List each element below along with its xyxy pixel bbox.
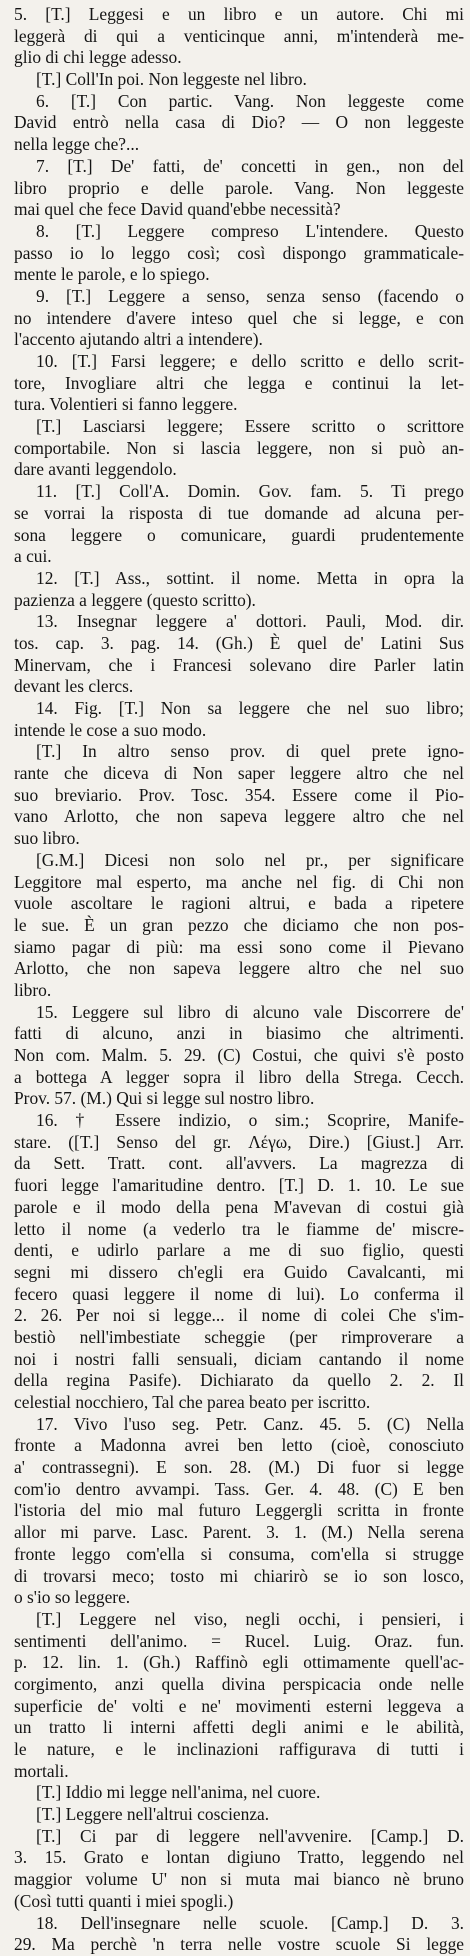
text-line: corgimento, anzi quella divina perspicacia onde nelle xyxy=(14,1673,464,1694)
text-line: 18. Dell'insegnare nelle scuole. [Camp.] D. 3. xyxy=(36,1912,464,1933)
text-line: com'io dentro avvampi. Tass. Ger. 4. 48. (C) E ben xyxy=(14,1478,464,1499)
text-line: glio di chi legge adesso. xyxy=(14,47,182,68)
text-line: 2. 26. Per noi si legge... il nome di colei Che s'im- xyxy=(14,1305,464,1326)
text-line: 29. Ma perchè 'n terra nelle vostre scuole Si legge xyxy=(14,1934,464,1955)
text-line: [T.] Leggere nell'altrui coscienza. xyxy=(36,1804,270,1825)
text-line: tos. cap. 3. pag. 14. (Gh.) È quel de' Latini Sus xyxy=(14,632,464,653)
text-line: Prov. 57. (M.) Qui si legge sul nostro libro. xyxy=(14,1088,315,1109)
text-line: sentimenti dell'animo. = Rucel. Luig. Oraz. fun. xyxy=(14,1630,464,1651)
text-line: 6. [T.] Con partic. Vang. Non leggeste come xyxy=(36,90,464,111)
text-line: segni mi dissero ch'egli era Guido Cavalcanti, mi xyxy=(14,1261,464,1282)
text-line: p. 12. lin. 1. (Gh.) Raffinò egli ottimamente quell'ac- xyxy=(14,1652,464,1673)
text-line: fatti di alcuno, anzi in biasimo che altrimenti. xyxy=(14,1023,464,1044)
text-line: l'accento ajutando altri a intendere). xyxy=(14,329,263,350)
text-line: bestiò nell'imbestiate scheggie (per rimproverare a xyxy=(14,1326,464,1347)
text-line: suo breviario. Prov. Tosc. 354. Essere come il Pio- xyxy=(14,784,464,805)
text-line: no intendere d'avere inteso quel che si legge, e con xyxy=(14,307,464,328)
text-line: tore, Invogliare altri che legga e continui la let- xyxy=(14,372,464,393)
text-line: 3. 15. Grato e lontan digiuno Tratto, leggendo nel xyxy=(14,1847,464,1868)
text-line: superficie de' volti e ne' movimenti esterni leggeva a xyxy=(14,1695,464,1716)
text-line: a bottega A legger sopra il libro della Strega. Cecch. xyxy=(14,1066,464,1087)
text-line: vuole ascoltare le ragioni altrui, e bada a ripetere xyxy=(14,893,464,914)
text-line: 13. Insegnar leggere a' dottori. Pauli, Mod. dir. xyxy=(36,611,464,632)
text-line: 8. [T.] Leggere compreso L'intendere. Questo xyxy=(36,220,464,241)
text-line: maggior volume U' non si muta mai bianco nè bruno xyxy=(14,1869,464,1890)
text-line: sona leggere o comunicare, guardi prudentemente xyxy=(14,524,464,545)
text-line: fronte a Madonna avrei ben letto (cioè, conosciuto xyxy=(14,1435,464,1456)
text-line: noi i nostri falli sensuali, diciam cantando il nome xyxy=(14,1348,464,1369)
text-line: 14. Fig. [T.] Non sa leggere che nel suo libro; xyxy=(36,698,464,718)
text-line: suo libro. xyxy=(14,828,80,849)
text-line: Arlotto, che non sapeva leggere altro che nel suo xyxy=(14,958,464,979)
text-line: 12. [T.] Ass., sottint. il nome. Metta in opra la xyxy=(36,567,464,588)
text-line: della regina Pasife). Dichiarato da quello 2. 2. Il xyxy=(14,1370,464,1391)
text-line: libro proprio e delle parole. Vang. Non leggeste xyxy=(14,177,464,198)
text-line: [T.] Coll'In poi. Non leggeste nel libro. xyxy=(36,69,307,90)
text-line: [G.M.] Dicesi non solo nel pr., per significare xyxy=(36,849,464,870)
text-line: 10. [T.] Farsi leggere; e dello scritto e dello scrit- xyxy=(36,351,464,371)
text-line: stare. ([T.] Senso del gr. Λέγω, Dire.) [Giust.] Arr. xyxy=(14,1131,464,1152)
text-line: di trovarsi meco; tosto mi chiarirò se io son losco, xyxy=(14,1565,464,1586)
text-line: a cui. xyxy=(14,546,52,567)
text-line: 16. † Essere indizio, o sim.; Scoprire, Manife- xyxy=(36,1110,464,1131)
text-line: le nature, e le inclinazioni raffigurava di tutti i xyxy=(14,1739,464,1759)
text-line: nella legge che?... xyxy=(14,134,140,155)
text-line: dare avanti leggendolo. xyxy=(14,459,177,480)
text-line: devant les clercs. xyxy=(14,676,134,697)
text-line: fecero quasi leggere il nome di lui). Lo conferma il xyxy=(14,1283,464,1304)
text-line: se vorrai la risposta di tue domande ad alcuna per- xyxy=(14,502,464,523)
text-line: Minervam, che i Francesi solevano dire Parler latin xyxy=(14,654,464,675)
text-line: allor mi parve. Lasc. Parent. 3. 1. (M.) Nella serena xyxy=(14,1522,464,1543)
text-line: [T.] In altro senso prov. di quel prete igno- xyxy=(36,741,464,762)
text-line: passo io lo leggo così; così dispongo grammaticale- xyxy=(14,242,464,263)
text-line: leggerà di qui a venticinque anni, m'intenderà me- xyxy=(14,25,464,46)
text-line: [T.] Iddio mi legge nell'anima, nel cuore. xyxy=(36,1782,321,1803)
text-line: fuori legge l'amaritudine dentro. [T.] D. 1. 10. Le sue xyxy=(14,1175,464,1196)
text-line: 5. [T.] Leggesi e un libro e un autore. Chi mi xyxy=(14,4,464,24)
text-line: libro. xyxy=(14,979,52,1000)
text-line: 15. Leggere sul libro di alcuno vale Discorrere de' xyxy=(36,1001,464,1022)
text-line: un tratto li interni affetti degli animi e le abilità, xyxy=(14,1717,464,1738)
text-line: celestial nocchiero, Tal che parea beato per iscritto. xyxy=(14,1392,371,1412)
text-line: comportabile. Non si lascia leggere, non si può an- xyxy=(14,437,464,458)
text-line: mai quel che fece David quand'ebbe necessità? xyxy=(14,199,341,220)
text-line: 11. [T.] Coll'A. Domin. Gov. fam. 5. Ti prego xyxy=(36,481,464,502)
text-line: 7. [T.] De' fatti, de' concetti in gen., non del xyxy=(36,155,464,176)
text-line: (Così tutti quanti i miei spogli.) xyxy=(14,1890,234,1911)
text-line: tura. Volentieri si fanno leggere. xyxy=(14,394,238,415)
text-line: l'istoria del mio mal futuro Leggergli scritta in fronte xyxy=(14,1500,464,1521)
text-line: da Sett. Tratt. cont. all'avvers. La magrezza di xyxy=(14,1153,464,1174)
text-line: a' contrassegni). E son. 28. (M.) Di fuor si legge xyxy=(14,1457,464,1478)
text-line: parole e il modo della pena M'avevan di costui già xyxy=(14,1196,464,1217)
text-line: David entrò nella casa di Dio? — O non leggeste xyxy=(14,112,464,133)
text-line: o s'io so leggere. xyxy=(14,1587,131,1608)
text-line: 9. [T.] Leggere a senso, senza senso (facendo o xyxy=(36,285,464,306)
text-line: rante che diceva di Non saper leggere altro che nel xyxy=(14,763,464,784)
text-line: 17. Vivo l'uso seg. Petr. Canz. 45. 5. (C) Nella xyxy=(36,1413,464,1434)
text-line: [T.] Leggere nel viso, negli occhi, i pensieri, i xyxy=(36,1608,464,1629)
text-column xyxy=(14,4,464,1956)
text-line: [T.] Ci par di leggere nell'avvenire. [Camp.] D. xyxy=(36,1825,464,1846)
text-line: mente le parole, e lo spiego. xyxy=(14,264,210,285)
text-line: vano Arlotto, che non sapeva leggere altro che nel xyxy=(14,806,464,827)
text-line: denti, e udirlo parlare a me di suo figlio, questi xyxy=(14,1240,464,1261)
text-line: le sue. È un gran pezzo che diciamo che non pos- xyxy=(14,914,464,935)
text-line: [T.] Lasciarsi leggere; Essere scritto o scrittore xyxy=(36,416,464,437)
text-line: Leggitore mal esperto, ma anche nel fig. di Chi non xyxy=(14,871,464,892)
text-line: fronte leggo com'ella si consuma, com'ella si strugge xyxy=(14,1543,464,1564)
text-line: pazienza a leggere (questo scritto). xyxy=(14,589,256,610)
text-line: intende le cose a suo modo. xyxy=(14,719,207,740)
text-line: Non com. Malm. 5. 29. (C) Costui, che quivi s'è posto xyxy=(14,1045,464,1065)
text-line: letto il nome (a vederlo tra le fiamme de' miscre- xyxy=(14,1218,464,1239)
text-line: mortali. xyxy=(14,1760,69,1781)
text-line: siamo pagar di più: ma essi sono come il Pievano xyxy=(14,936,464,957)
